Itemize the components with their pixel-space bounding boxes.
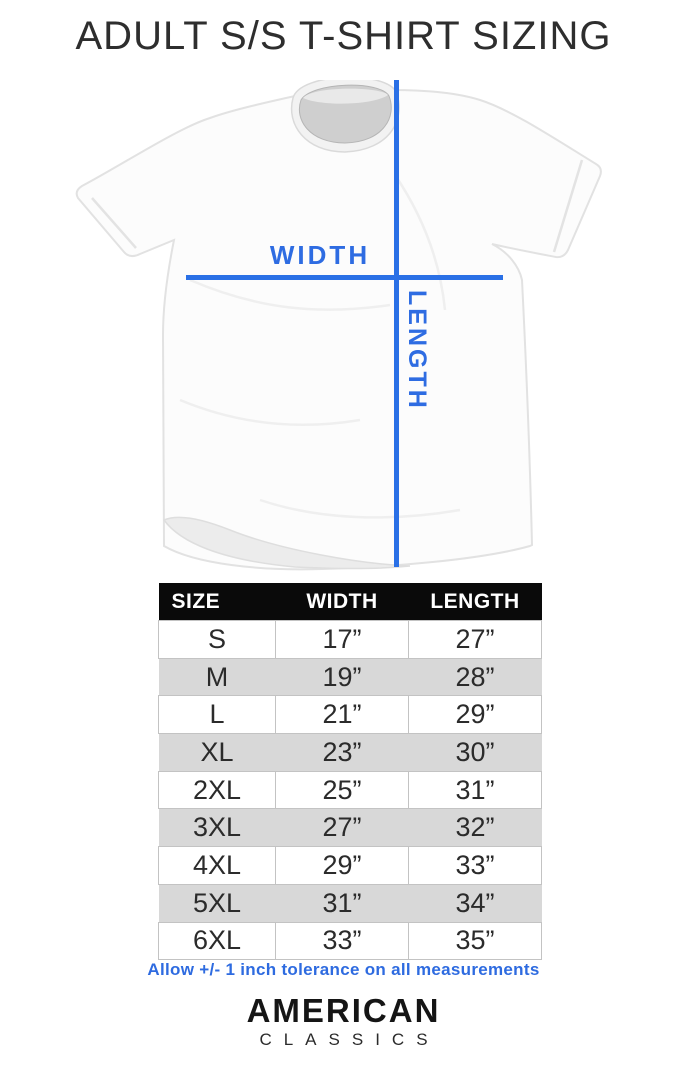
length-cell: 34”	[409, 884, 542, 922]
table-row	[159, 696, 542, 734]
width-cell: 17”	[276, 621, 409, 659]
size-cell: M	[159, 658, 276, 696]
length-cell: 33”	[409, 847, 542, 885]
length-cell: 27”	[409, 621, 542, 659]
width-label: WIDTH	[269, 240, 371, 270]
size-cell: L	[159, 696, 276, 734]
column-header-width: WIDTH	[276, 583, 409, 621]
size-cell: S	[159, 621, 276, 659]
size-cell: 2XL	[159, 771, 276, 809]
tshirt-graphic	[60, 80, 625, 575]
size-cell: XL	[159, 734, 276, 772]
brand-name-american: AMERICAN	[246, 992, 441, 1029]
table-row	[159, 809, 542, 847]
table-row	[159, 771, 542, 809]
length-cell: 32”	[409, 809, 542, 847]
brand-logo	[0, 994, 687, 1048]
table-row	[159, 734, 542, 772]
width-cell: 27”	[276, 809, 409, 847]
page-title: ADULT S/S T-SHIRT SIZING	[75, 14, 612, 58]
length-cell: 29”	[409, 696, 542, 734]
table-row	[159, 884, 542, 922]
size-cell: 4XL	[159, 847, 276, 885]
table-row	[159, 922, 542, 960]
length-cell: 31”	[409, 771, 542, 809]
column-header-length: LENGTH	[409, 583, 542, 621]
width-cell: 23”	[276, 734, 409, 772]
length-label: LENGTH	[403, 290, 431, 411]
length-cell: 30”	[409, 734, 542, 772]
width-cell: 33”	[276, 922, 409, 960]
width-measure-line	[186, 275, 503, 280]
column-header-size: SIZE	[159, 583, 276, 621]
length-cell: 35”	[409, 922, 542, 960]
width-cell: 19”	[276, 658, 409, 696]
table-row	[159, 658, 542, 696]
length-measure-line	[394, 80, 399, 567]
table-row	[159, 847, 542, 885]
brand-name-classics: CLASSICS	[259, 1030, 440, 1049]
table-header-row	[159, 583, 542, 621]
width-cell: 25”	[276, 771, 409, 809]
size-cell: 5XL	[159, 884, 276, 922]
size-chart-table	[158, 583, 542, 960]
table-row	[159, 621, 542, 659]
width-cell: 31”	[276, 884, 409, 922]
length-cell: 28”	[409, 658, 542, 696]
tolerance-note: Allow +/- 1 inch tolerance on all measurements	[147, 960, 540, 979]
width-cell: 21”	[276, 696, 409, 734]
size-cell: 3XL	[159, 809, 276, 847]
width-cell: 29”	[276, 847, 409, 885]
size-cell: 6XL	[159, 922, 276, 960]
